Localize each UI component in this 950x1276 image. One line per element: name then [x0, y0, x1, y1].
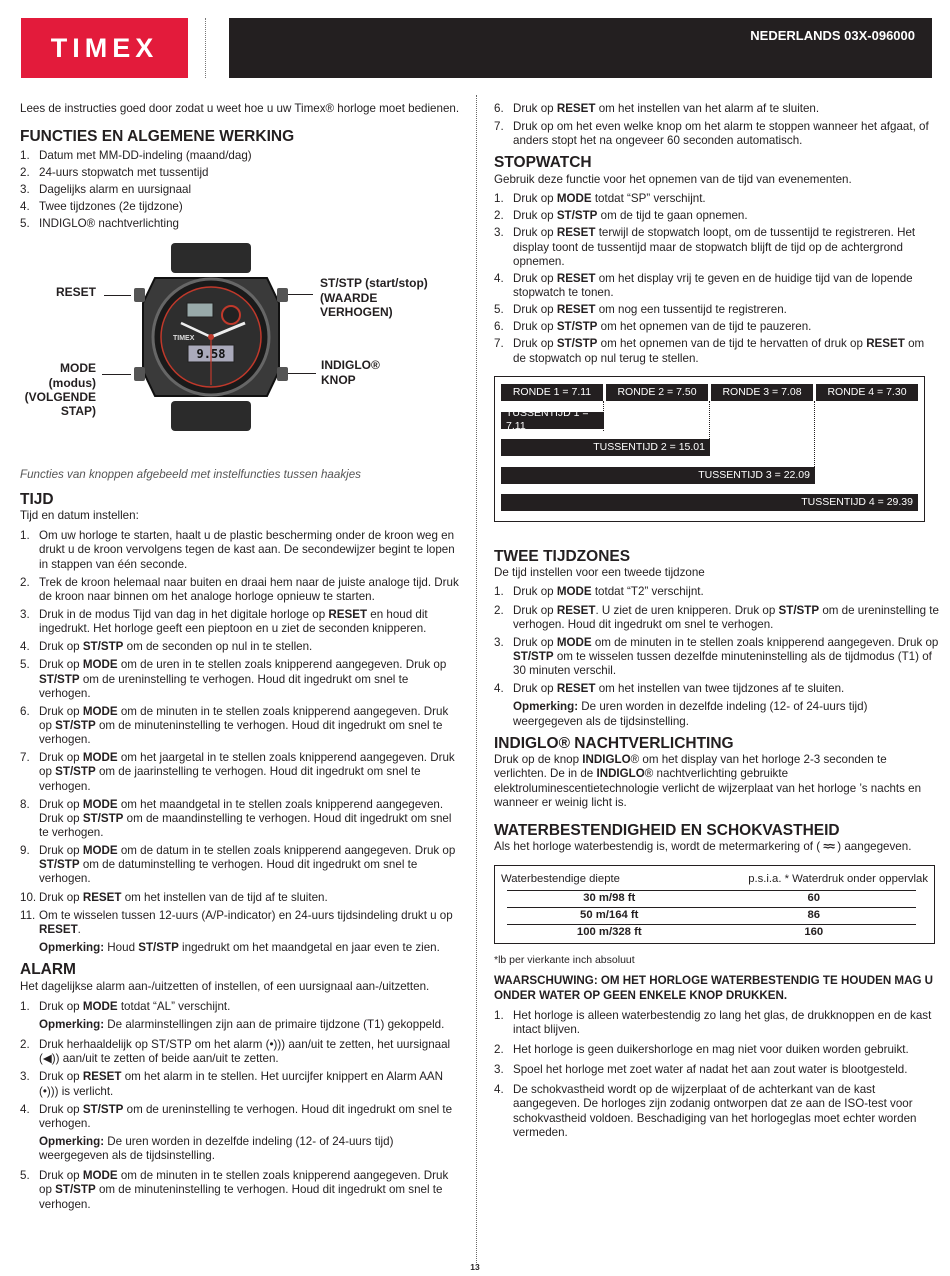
indiglo-body: Druk op de knop INDIGLO® om het display van het horloge 2-3 seconden te verlichten. De in de INDIGLO® nachtverlichting gebruikte elektroluminescentietechnologie verlicht de wijzerplaat van het horloge ’s nachts en wanneer er weinig licht is.: [494, 753, 922, 809]
tijd-subtitle: Tijd en datum instellen:: [20, 509, 139, 523]
indiglo-pusher: [277, 367, 288, 381]
lap-2: RONDE 2 = 7.50: [606, 384, 708, 401]
psia-cell: 160: [804, 925, 824, 938]
stopwatch-title: STOPWATCH: [494, 154, 592, 172]
list-text: Druk op MODE om de uren in te stellen zoals knipperend aangegeven. Druk op ST/STP om de ureninstelling te verhogen. Houd dit ingedrukt om snel te verhogen.: [39, 658, 447, 700]
list-item: [20, 608, 461, 636]
list-number: 3.: [20, 608, 30, 622]
list-item: [20, 705, 461, 747]
list-text: Druk op MODE totdat “T2” verschijnt.: [513, 585, 704, 599]
alarm-list-cont: [20, 1038, 461, 1131]
list-item: [20, 909, 461, 937]
list-text: Druk op RESET om het instellen van twee tijdzones af te sluiten.: [513, 682, 845, 696]
list-number: 4.: [494, 682, 504, 696]
column-divider: [476, 95, 477, 1263]
water-warning: WAARSCHUWING: OM HET HORLOGE WATERBESTENDIG TE HOUDEN MAG U ONDER WATER OP GEEN ENKELE KNOP DRUKKEN.: [494, 974, 934, 1002]
split-4: TUSSENTIJD 4 = 29.39: [501, 494, 918, 511]
list-item: [494, 1063, 939, 1077]
alarm-subtitle: Het dagelijkse alarm aan-/uitzetten of instellen, of een uursignaal aan-/uitzetten.: [20, 979, 430, 993]
mode-line: [102, 374, 131, 375]
water-table: [494, 865, 935, 944]
upper-lcd: [187, 303, 213, 317]
alarm-list: [20, 1000, 461, 1014]
reset-label: RESET: [56, 285, 97, 300]
list-item: 3. Druk op RESET om het alarm in te stellen. Het uurcijfer knippert en Alarm AAN (•))) is verlicht.: [20, 1070, 444, 1098]
tijd-title: TIJD: [20, 490, 54, 508]
water-list: [494, 1009, 939, 1140]
left-column: [20, 102, 461, 1216]
list-item: [20, 751, 461, 793]
list-number: 5.: [20, 217, 30, 231]
list-item: [494, 604, 939, 632]
list-text: Druk op MODE om het jaargetal in te stellen zoals knipperend aangegeven. Druk op ST/STP om de jaarinstelling te verhogen. Houd dit ingedrukt om snel te verhogen.: [39, 751, 455, 793]
list-number: 2.: [494, 603, 504, 617]
list-item: 1. Druk op MODE totdat “AL” verschijnt.: [20, 999, 231, 1013]
list-number: 5.: [20, 658, 30, 672]
watch-diagram: [20, 243, 461, 458]
alarm-title: ALARM: [20, 961, 76, 979]
list-number: 1.: [494, 192, 504, 206]
list-item: [20, 640, 461, 654]
hand-pin: [208, 334, 214, 340]
list-text: 24-uurs stopwatch met tussentijd: [39, 165, 209, 179]
list-item: 4. Druk op ST/STP om de ureninstelling te verhogen. Houd dit ingedrukt om snel te verhogen.: [20, 1102, 453, 1130]
list-text: Druk op MODE om de minuten in te stellen zoals knipperend aangegeven. Druk op ST/STP om te wisselen tussen dezelfde minuteninstelling als de tijdmodus (T1) of 30 minuten verschil.: [513, 635, 939, 678]
right-column: [494, 102, 939, 1146]
stopwatch-subtitle: Gebruik deze functie voor het opnemen van de tijd van evenementen.: [494, 173, 852, 187]
list-text: Druk op MODE totdat “SP” verschijnt.: [513, 192, 706, 206]
list-text: INDIGLO® nachtverlichting: [39, 217, 179, 231]
list-item: [494, 1043, 939, 1057]
water-footnote: *lb per vierkante inch absoluut: [494, 953, 635, 966]
list-number: 5.: [494, 303, 504, 317]
indiglo-title: INDIGLO® NACHTVERLICHTING: [494, 734, 734, 752]
list-item: [494, 585, 939, 599]
list-item: [494, 226, 939, 268]
tijd-list: [20, 529, 461, 937]
list-item: [20, 149, 461, 163]
list-number: 4.: [494, 271, 504, 285]
list-text: Druk op RESET terwijl de stopwatch loopt, om de tussentijd te registreren. Het display toont de tussentijd maar de stopwatch blijft de tijd op de achtergrond opnemen.: [513, 226, 916, 268]
timex-logo: [21, 18, 188, 78]
features-title: FUNCTIES EN ALGEMENE WERKING: [20, 128, 295, 146]
list-text: Om te wisselen tussen 12-uurs (A/P-indicator) en 24-uurs tijdsindeling drukt u op RESET.: [39, 908, 453, 936]
list-item: 6. Druk op RESET om het instellen van het alarm af te sluiten.: [494, 102, 820, 115]
list-number: 2.: [20, 575, 30, 589]
table-row: [507, 924, 916, 941]
list-number: 3.: [20, 183, 30, 197]
table-row: [507, 907, 916, 924]
tz-list: [494, 585, 939, 696]
list-item: [494, 320, 939, 334]
wave-icon: ≈≈: [823, 840, 835, 854]
list-item: 5. Druk op MODE om de minuten in te stellen zoals knipperend aangegeven. Druk op ST/STP om de minuteninstelling te verhogen. Houd dit ingedrukt om snel te verhogen.: [20, 1169, 449, 1211]
subdial: [222, 306, 240, 324]
list-number: 9.: [20, 844, 30, 858]
list-item: [20, 183, 461, 197]
list-text: Druk op ST/STP om de tijd te gaan opnemen.: [513, 209, 748, 223]
list-number: 1.: [494, 585, 504, 599]
list-number: 1.: [20, 148, 30, 162]
list-item: [20, 166, 461, 180]
list-number: 11.: [20, 908, 36, 922]
watch-image: [133, 243, 289, 431]
list-text: Trek de kroon helemaal naar buiten en draai hem naar de juiste analoge tijd. Druk de kroon naar binnen om het analoge horloge opnieuw te starten.: [39, 575, 459, 603]
col-depth-header: Waterbestendige diepte: [501, 872, 620, 885]
list-number: 1.: [20, 529, 30, 543]
list-number: 3.: [494, 226, 504, 240]
tz-subtitle: De tijd instellen voor een tweede tijdzone: [494, 566, 705, 580]
list-text: De schokvastheid wordt op de wijzerplaat of de achterkant van de kast aangegeven. De horloges zijn zodanig ontworpen dat ze aan de ISO-test voor schokvastheid voldoen. Beschadiging van het horlogeglas moet echter worden vermeden.: [513, 1083, 917, 1139]
list-text: Druk op ST/STP om het opnemen van de tijd te hervatten of druk op RESET om de stopwatch op nul terug te stellen.: [513, 337, 925, 365]
list-text: Het horloge is alleen waterbestendig zo lang het glas, de drukknoppen en de kast intact blijven.: [513, 1008, 932, 1036]
alarm-list-cont-2: [20, 1169, 461, 1211]
list-text: Het horloge is geen duikershorloge en mag niet voor duiken worden gebruikt.: [513, 1042, 909, 1056]
list-number: 4.: [20, 640, 30, 654]
list-item: [20, 576, 461, 604]
list-number: 10.: [20, 890, 37, 904]
list-text: Druk op ST/STP om de seconden op nul in te stellen.: [39, 640, 313, 654]
tz-note: Opmerking: De uren worden in dezelfde indeling (12- of 24-uurs tijd) weergegeven als de tijdsinstelling.: [513, 700, 868, 728]
lap-4: RONDE 4 = 7.30: [816, 384, 918, 401]
list-item: [494, 272, 939, 300]
brand-name: TIMEX: [50, 32, 159, 63]
list-item: [20, 891, 461, 905]
col-psia-header: p.s.i.a. * Waterdruk onder oppervlak: [748, 872, 928, 885]
list-item: [494, 682, 939, 696]
features-list: [20, 149, 461, 232]
intro-text: Lees de instructies goed door zodat u weet hoe u uw Timex® horloge moet bedienen.: [20, 102, 460, 115]
psia-cell: 86: [807, 908, 821, 921]
list-text: Druk op RESET om het display vrij te geven en de huidige tijd van de lopende stopwatch te tonen.: [513, 271, 913, 299]
table-row: [507, 890, 916, 907]
mode-pusher: [134, 367, 145, 381]
list-text: Druk op ST/STP om het opnemen van de tijd te pauzeren.: [513, 320, 812, 334]
list-text: Druk op MODE om de minuten in te stellen zoals knipperend aangegeven. Druk op ST/STP om de minuteninstelling te verhogen. Houd dit ingedrukt om snel te verhogen.: [39, 704, 449, 747]
list-number: 6.: [20, 704, 30, 718]
stopwatch-list: [494, 192, 939, 366]
list-item: [494, 337, 939, 365]
list-item: [20, 529, 461, 571]
list-text: Om uw horloge te starten, haalt u de plastic bescherming onder de kroon weg en drukt u de kroon vervolgens tegen de kast aan. De secondewijzer begint te lopen in stappen van één seconde.: [39, 529, 455, 571]
list-text: Dagelijks alarm en uursignaal: [39, 183, 192, 197]
lcd-digits: 9.58: [196, 347, 226, 362]
indiglo-label: INDIGLO® KNOP: [321, 358, 380, 387]
list-item: [20, 658, 461, 700]
list-number: 2.: [494, 1042, 504, 1056]
ststp-label: ST/STP (start/stop) (WAARDE VERHOGEN): [320, 276, 428, 319]
list-number: 4.: [494, 1083, 504, 1097]
list-text: Twee tijdzones (2e tijdzone): [39, 200, 183, 214]
list-text: Druk op RESET om nog een tussentijd te registreren.: [513, 303, 787, 317]
tijd-note-label: Opmerking:: [39, 940, 105, 954]
strap-top: [171, 243, 251, 273]
reset-pusher: [134, 288, 145, 302]
ststp-line: [286, 294, 313, 295]
alarm-note-4: Opmerking: De uren worden in dezelfde indeling (12- of 24-uurs tijd) weergegeven als de tijdsinstelling.: [39, 1134, 394, 1163]
watch-caption: Functies van knoppen afgebeeld met instelfuncties tussen haakjes: [20, 468, 361, 482]
list-text: Druk op RESET. U ziet de uren knipperen. Druk op ST/STP om de ureninstelling te verhogen. Houd dit ingedrukt om snel te verhogen.: [513, 603, 939, 631]
list-item: [494, 1083, 939, 1140]
table-header: [501, 870, 928, 890]
list-number: 8.: [20, 797, 30, 811]
split-1: TUSSENTIJD 1 = 7.11: [501, 412, 604, 429]
depth-cell: 30 m/98 ft: [583, 891, 636, 904]
list-text: Spoel het horloge met zoet water af nadat het aan zout water is blootgesteld.: [513, 1063, 908, 1077]
list-number: 6.: [494, 320, 504, 334]
list-number: 7.: [20, 751, 30, 765]
strap-bottom: [171, 401, 251, 431]
list-number: 3.: [494, 635, 504, 649]
list-item: [20, 798, 461, 840]
list-item: [20, 844, 461, 886]
water-body: Als het horloge waterbestendig is, wordt de metermarkering of ( ≈≈ ) aangegeven.: [494, 840, 912, 854]
list-item: [494, 303, 939, 317]
list-number: 4.: [20, 200, 30, 214]
list-number: 1.: [494, 1008, 504, 1022]
header-divider: [205, 18, 206, 78]
list-number: 7.: [494, 337, 504, 351]
alarm-list-end: [494, 102, 939, 148]
depth-cell: 50 m/164 ft: [580, 908, 639, 921]
ststp-pusher: [277, 288, 288, 302]
tijd-note: [20, 941, 461, 955]
list-item: [494, 636, 939, 678]
psia-cell: 60: [807, 891, 821, 904]
page-number: 13: [470, 1262, 480, 1272]
list-number: 2.: [20, 165, 30, 179]
dial-brand: TIMEX: [173, 335, 195, 343]
header-bar: [229, 18, 932, 78]
list-item: 2. Druk herhaaldelijk op ST/STP om het alarm (•))) aan/uit te zetten, het uursignaal (◀)) aan/uit te zetten of beide aan/uit te zetten.: [20, 1038, 451, 1066]
list-number: 2.: [494, 209, 504, 223]
list-text: Druk op MODE om het maandgetal in te stellen zoals knipperend aangegeven. Druk op ST/STP om de maandinstelling te verhogen. Houd dit ingedrukt om snel te verhogen.: [39, 797, 452, 839]
reset-line: [104, 295, 131, 296]
list-text: Druk op MODE om de datum in te stellen zoals knipperend aangegeven. Druk op ST/STP om de datuminstelling te verhogen. Houd dit ingedrukt om snel te verhogen.: [39, 844, 456, 886]
language-code: NEDERLANDS 03X-096000: [750, 28, 915, 43]
list-text: Druk in de modus Tijd van dag in het digitale horloge op RESET en houd dit ingedrukt. Het horloge geeft een pieptoon en u ziet de seconden knipperen.: [39, 608, 428, 636]
list-item: [20, 217, 461, 231]
lap-split-diagram: [494, 376, 925, 522]
lap-1: RONDE 1 = 7.11: [501, 384, 603, 401]
list-text: Druk op RESET om het instellen van de tijd af te sluiten.: [39, 890, 328, 904]
list-item: [494, 192, 939, 206]
split-2: TUSSENTIJD 2 = 15.01: [501, 439, 710, 456]
water-title: WATERBESTENDIGHEID EN SCHOKVASTHEID: [494, 821, 840, 839]
list-item: [494, 209, 939, 223]
list-item: [494, 1009, 939, 1037]
mode-label: MODE (modus) (VOLGENDE STAP): [24, 361, 96, 418]
indiglo-line: [288, 373, 316, 374]
split-3: TUSSENTIJD 3 = 22.09: [501, 467, 815, 484]
tijd-note-text: Houd ST/STP ingedrukt om het maandgetal en jaar even te zien.: [107, 940, 440, 954]
list-item: [20, 200, 461, 214]
alarm-note-1: Opmerking: De alarminstellingen zijn aan de primaire tijdzone (T1) gekoppeld.: [39, 1017, 445, 1031]
depth-cell: 100 m/328 ft: [576, 925, 642, 938]
list-text: Datum met MM-DD-indeling (maand/dag): [39, 148, 252, 162]
list-item: 7. Druk op om het even welke knop om het alarm te stoppen wanneer het afgaat, of anders stopt het na ongeveer 60 seconden automatisch.: [494, 120, 929, 148]
lap-3: RONDE 3 = 7.08: [711, 384, 813, 401]
list-number: 3.: [494, 1063, 504, 1077]
tz-title: TWEE TIJDZONES: [494, 547, 631, 565]
